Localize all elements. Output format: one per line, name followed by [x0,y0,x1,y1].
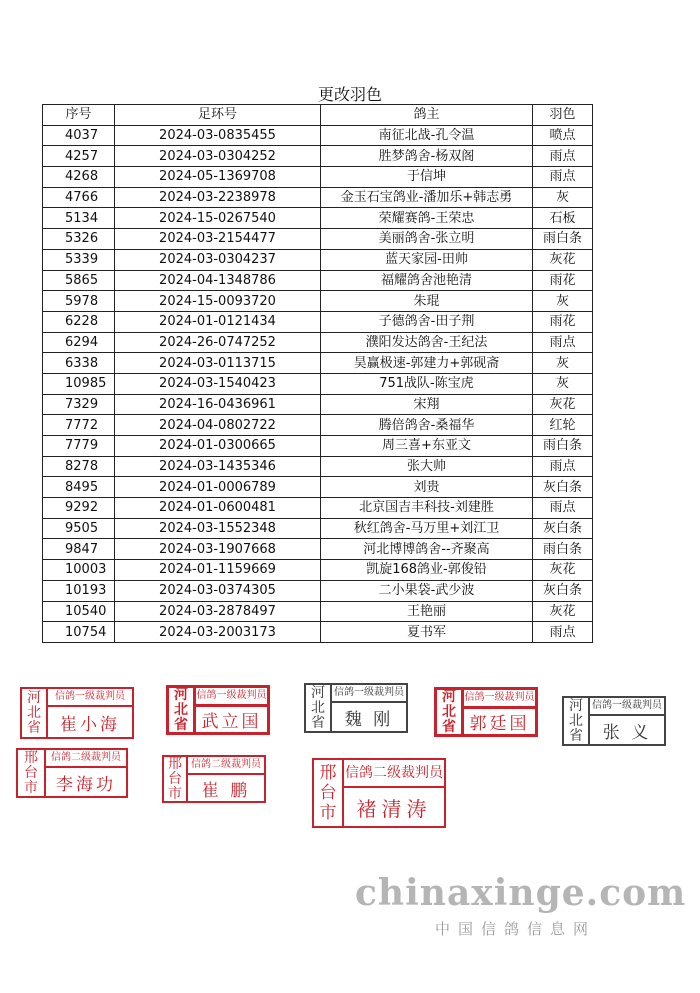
stamp-role: 信鸽一级裁判员 [332,685,406,703]
table-row [43,332,593,353]
cell-color: 灰花 [533,394,593,415]
cell-owner: 夏书军 [321,622,533,643]
cell-color: 雨白条 [533,436,593,457]
cell-owner: 秋红鸽舍-马万里+刘江卫 [321,518,533,539]
stamp-cui-xiaohai [20,687,134,739]
table-row [43,373,593,394]
cell-color: 雨点 [533,146,593,167]
cell-ring: 2024-03-2154477 [115,229,321,250]
cell-owner: 北京国吉丰科技-刘建胜 [321,498,533,519]
stamp-province: 河 北 省 [437,690,464,734]
table-row [43,436,593,457]
cell-color: 红轮 [533,415,593,436]
cell-owner: 蓝天家园-田帅 [321,249,533,270]
stamp-role: 信鸽二级裁判员 [344,760,444,788]
stamp-person: 李海功 [56,774,116,795]
cell-ring: 2024-03-0374305 [115,580,321,601]
table-row [43,580,593,601]
cell-number: 9847 [43,539,115,560]
stamp-person: 魏 刚 [344,709,394,730]
table-row [43,560,593,581]
cell-owner: 王艳丽 [321,601,533,622]
cell-ring: 2024-01-0006789 [115,477,321,498]
cell-color: 雨点 [533,332,593,353]
table-row [43,167,593,188]
stamp-person: 褚清涛 [356,796,432,821]
stamp-province: 河 北 省 [169,688,196,732]
stamp-person: 武立国 [201,712,262,732]
cell-owner: 周三喜+东亚文 [321,436,533,457]
cell-owner: 二小果袋-武少波 [321,580,533,601]
cell-ring: 2024-03-2003173 [115,622,321,643]
table-row [43,125,593,146]
table-row [43,270,593,291]
cell-color: 灰白条 [533,518,593,539]
document-title: 更改羽色 [317,85,382,104]
cell-number: 10193 [43,580,115,601]
cell-color: 雨点 [533,456,593,477]
stamp-province: 邢 台 市 [18,750,46,796]
cell-owner: 濮阳发达鸽舍-王纪法 [321,332,533,353]
cell-owner: 美丽鸽舍-张立明 [321,229,533,250]
table-row [43,498,593,519]
stamp-person: 崔 鹏 [201,780,251,801]
cell-color: 灰 [533,373,593,394]
stamp-wei-gang [304,683,408,733]
cell-number: 10754 [43,622,115,643]
stamp-province: 邢 台 市 [164,757,188,801]
table-row [43,622,593,643]
stamp-chu-qingtao [312,758,446,828]
table-header-row [43,105,593,126]
cell-number: 8278 [43,456,115,477]
cell-owner: 胜梦鸽舍-杨双阁 [321,146,533,167]
cell-ring: 2024-16-0436961 [115,394,321,415]
table-row [43,208,593,229]
cell-ring: 2024-03-2878497 [115,601,321,622]
cell-ring: 2024-03-0304252 [115,146,321,167]
cell-ring: 2024-03-1907668 [115,539,321,560]
stamp-wu-liguo [166,685,270,735]
cell-number: 7329 [43,394,115,415]
cell-number: 4268 [43,167,115,188]
cell-color: 灰白条 [533,580,593,601]
cell-number: 4766 [43,187,115,208]
cell-owner: 子德鸽舍-田子荆 [321,311,533,332]
cell-ring: 2024-04-1348786 [115,270,321,291]
table-row [43,539,593,560]
header-color: 羽色 [533,105,593,126]
cell-owner: 福耀鸽舍池艳清 [321,270,533,291]
cell-number: 8495 [43,477,115,498]
cell-owner: 张大帅 [321,456,533,477]
stamp-role: 信鸽二级裁判员 [46,750,126,768]
stamp-guo-tingguo [434,687,538,737]
stamp-li-haigong [16,748,128,798]
cell-number: 4037 [43,125,115,146]
cell-number: 7779 [43,436,115,457]
cell-color: 灰花 [533,560,593,581]
cell-owner: 朱琨 [321,291,533,312]
color-change-table [42,104,593,643]
cell-color: 灰 [533,187,593,208]
cell-number: 5326 [43,229,115,250]
stamp-province: 邢 台 市 [314,760,344,826]
cell-color: 喷点 [533,125,593,146]
cell-ring: 2024-03-1552348 [115,518,321,539]
cell-ring: 2024-03-1435346 [115,456,321,477]
cell-number: 5978 [43,291,115,312]
cell-number: 7772 [43,415,115,436]
cell-color: 雨点 [533,167,593,188]
cell-number: 5339 [43,249,115,270]
table-row [43,518,593,539]
stamp-person: 崔小海 [60,714,120,735]
cell-ring: 2024-05-1369708 [115,167,321,188]
cell-owner: 宋翔 [321,394,533,415]
cell-number: 10540 [43,601,115,622]
watermark-subtitle: 中国信鸽信息网 [435,920,597,938]
stamp-role: 信鸽二级裁判员 [188,757,264,775]
cell-color: 雨白条 [533,539,593,560]
table-row [43,477,593,498]
cell-ring: 2024-01-0121434 [115,311,321,332]
stamp-role: 信鸽一级裁判员 [590,698,664,716]
cell-color: 灰花 [533,249,593,270]
cell-owner: 南征北战-孔令温 [321,125,533,146]
cell-ring: 2024-03-0304237 [115,249,321,270]
table-row [43,311,593,332]
cell-number: 10003 [43,560,115,581]
cell-ring: 2024-03-1540423 [115,373,321,394]
cell-ring: 2024-15-0093720 [115,291,321,312]
cell-color: 灰 [533,291,593,312]
stamp-person: 张 义 [602,722,652,743]
cell-color: 灰花 [533,601,593,622]
cell-number: 10985 [43,373,115,394]
cell-color: 雨花 [533,311,593,332]
cell-ring: 2024-04-0802722 [115,415,321,436]
cell-number: 5134 [43,208,115,229]
table-row [43,146,593,167]
cell-color: 雨白条 [533,229,593,250]
cell-number: 6338 [43,353,115,374]
cell-color: 雨花 [533,270,593,291]
cell-color: 灰白条 [533,477,593,498]
cell-owner: 荣耀赛鸽-王荣忠 [321,208,533,229]
cell-owner: 金玉石宝鸽业-潘加乐+韩志勇 [321,187,533,208]
table-row [43,394,593,415]
cell-owner: 刘贵 [321,477,533,498]
cell-color: 灰 [533,353,593,374]
stamp-province: 河 北 省 [22,689,48,737]
cell-color: 石板 [533,208,593,229]
cell-number: 6228 [43,311,115,332]
header-owner: 鸽主 [321,105,533,126]
table-row [43,601,593,622]
cell-owner: 凯旋168鸽业-郭俊铅 [321,560,533,581]
cell-color: 雨点 [533,498,593,519]
cell-owner: 腾倍鸽舍-桑福华 [321,415,533,436]
cell-owner: 河北博博鸽舍--齐聚高 [321,539,533,560]
cell-number: 9292 [43,498,115,519]
cell-ring: 2024-26-0747252 [115,332,321,353]
table-row [43,415,593,436]
cell-ring: 2024-03-0113715 [115,353,321,374]
stamp-zhang-yi [562,696,666,746]
stamp-role: 信鸽一级裁判员 [48,689,132,707]
table-row [43,291,593,312]
table-row [43,456,593,477]
header-number: 序号 [43,105,115,126]
cell-number: 6294 [43,332,115,353]
header-ring: 足环号 [115,105,321,126]
table-row [43,353,593,374]
cell-color: 雨点 [533,622,593,643]
stamp-province: 河 北 省 [564,698,590,744]
cell-ring: 2024-01-1159669 [115,560,321,581]
cell-number: 5865 [43,270,115,291]
cell-ring: 2024-01-0600481 [115,498,321,519]
stamp-role: 信鸽一级裁判员 [196,688,267,707]
cell-ring: 2024-15-0267540 [115,208,321,229]
cell-number: 4257 [43,146,115,167]
cell-ring: 2024-03-0835455 [115,125,321,146]
table-row [43,187,593,208]
cell-ring: 2024-03-2238978 [115,187,321,208]
watermark-logo: chinaxinge.com [355,872,687,914]
cell-ring: 2024-01-0300665 [115,436,321,457]
table-row [43,249,593,270]
cell-number: 9505 [43,518,115,539]
cell-owner: 昊赢极速-郭建力+郭砚斋 [321,353,533,374]
cell-owner: 于信坤 [321,167,533,188]
cell-owner: 751战队-陈宝虎 [321,373,533,394]
stamp-cui-peng [162,755,266,803]
stamp-person: 郭廷国 [469,714,530,734]
stamp-province: 河 北 省 [306,685,332,731]
stamp-role: 信鸽一级裁判员 [464,690,535,709]
table-row [43,229,593,250]
